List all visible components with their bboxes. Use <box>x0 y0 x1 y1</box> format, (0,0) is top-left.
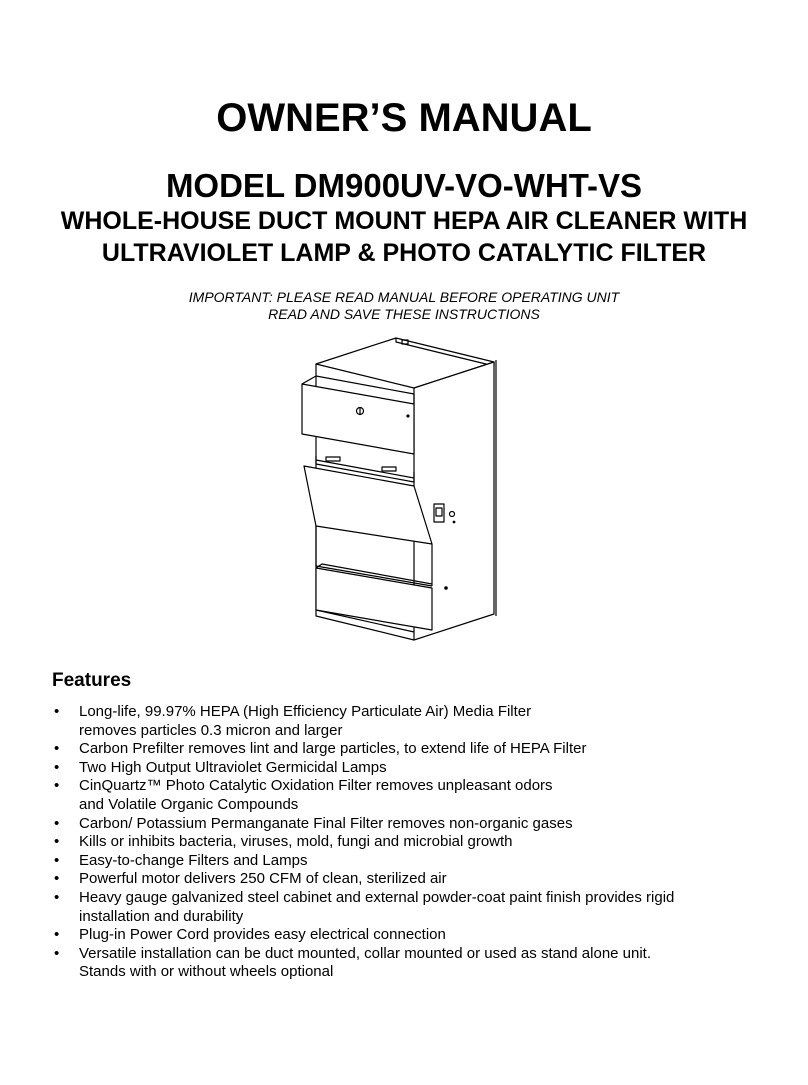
model-number: MODEL DM900UV-VO-WHT-VS <box>165 167 643 204</box>
list-item <box>52 852 772 871</box>
feature-text: • Plug-in Power Cord provides easy electrical connection <box>79 926 446 944</box>
feature-text: • Kills or inhibits bacteria, viruses, mold, fungi and microbial growth <box>79 833 513 851</box>
important-notice-line-2: READ AND SAVE THESE INSTRUCTIONS <box>268 306 540 322</box>
feature-text-continued: installation and durability <box>79 907 244 925</box>
air-cleaner-unit-illustration <box>296 336 512 642</box>
list-item <box>52 870 772 889</box>
list-item <box>52 703 772 740</box>
list-item <box>52 889 772 926</box>
list-item <box>52 740 772 759</box>
product-subtitle-line-2: ULTRAVIOLET LAMP & PHOTO CATALYTIC FILTER <box>101 239 707 267</box>
feature-text: • Two High Output Ultraviolet Germicidal Lamps <box>79 758 387 776</box>
feature-text-continued: Stands with or without wheels optional <box>79 963 334 981</box>
product-subtitle-line-1: WHOLE-HOUSE DUCT MOUNT HEPA AIR CLEANER WITH <box>60 207 748 235</box>
feature-text: • Easy-to-change Filters and Lamps <box>79 851 308 869</box>
feature-text: • Long-life, 99.97% HEPA (High Efficiency Particulate Air) Media Filter <box>79 703 532 720</box>
feature-text: • CinQuartz™ Photo Catalytic Oxidation Filter removes unpleasant odors <box>79 777 553 795</box>
list-item <box>52 945 772 982</box>
list-item <box>52 926 772 945</box>
feature-text: • Heavy gauge galvanized steel cabinet and external powder-coat paint finish provides rigid <box>79 888 675 906</box>
feature-text: • Carbon Prefilter removes lint and large particles, to extend life of HEPA Filter <box>79 740 587 758</box>
list-item <box>52 815 772 834</box>
feature-text-continued: removes particles 0.3 micron and larger <box>79 721 343 739</box>
feature-text-continued: and Volatile Organic Compounds <box>79 795 299 813</box>
important-notice-line-1: IMPORTANT: PLEASE READ MANUAL BEFORE OPERATING UNIT <box>188 289 620 305</box>
list-item <box>52 759 772 778</box>
features-list <box>52 703 772 982</box>
features-heading: Features <box>52 670 132 691</box>
feature-text: • Versatile installation can be duct mounted, collar mounted or used as stand alone unit. <box>79 944 652 962</box>
list-item <box>52 777 772 814</box>
page-title: OWNER’S MANUAL <box>216 96 592 140</box>
list-item <box>52 833 772 852</box>
feature-text: • Carbon/ Potassium Permanganate Final Filter removes non-organic gases <box>79 814 573 832</box>
feature-text: • Powerful motor delivers 250 CFM of clean, sterilized air <box>79 870 447 888</box>
